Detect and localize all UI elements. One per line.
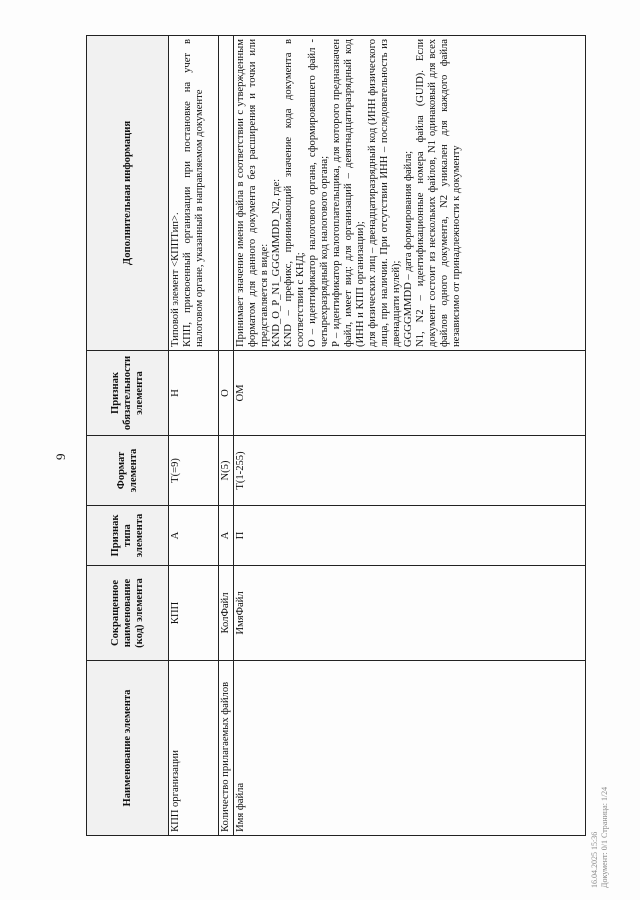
cell-code: КПП (169, 566, 219, 661)
info-line: N1, N2 – идентификационные номера файла (GUID). Если документ состоит из нескольких файлов, N1 одинаковый для всех файлов одного документа, N2 уникален для каждого файла независимо от принадлежности к документу (415, 39, 462, 347)
header-name: Наименование элемента (87, 661, 169, 836)
info-line: GGGGMMDD – дата формирования файла; (403, 150, 414, 347)
cell-info (169, 36, 219, 351)
cell-info (219, 36, 234, 351)
print-stamp (590, 787, 610, 888)
table-row (169, 36, 219, 836)
header-type: Признак типа элемента (87, 506, 169, 566)
table-row (219, 36, 234, 836)
cell-name: Количество прилагаемых файлов (219, 661, 234, 836)
cell-format: N(5) (219, 436, 234, 506)
header-info: Дополнительная информация (87, 36, 169, 351)
info-line: Принимает значение имени файла в соответствии с утвержденным форматом для данного документа без расширения и точки или представляется в виде: (235, 39, 270, 347)
info-line: для физических лиц – двенадцатиразрядный код (ИНН физического лица, при наличии. При отсутствии ИНН – последовательность из двенадцати нулей); (367, 39, 402, 347)
cell-required: Н (169, 351, 219, 436)
cell-info (234, 36, 586, 351)
cell-name: Имя файла (234, 661, 586, 836)
cell-code: КолФайл (219, 566, 234, 661)
cell-required: О (219, 351, 234, 436)
cell-type: А (169, 506, 219, 566)
info-line: KND – префикс, принимающий значение кода документа в соответствии с КНД; (283, 39, 306, 347)
cell-required: ОМ (234, 351, 586, 436)
table-header-row (87, 36, 169, 836)
cell-format: T(1-255) (234, 436, 586, 506)
cell-format: T(=9) (169, 436, 219, 506)
header-format: Формат элемента (87, 436, 169, 506)
page-number: 9 (53, 453, 68, 460)
info-line: P – идентификатор налогоплательщика, для которого предназначен файл, имеет вид: для организаций – девятнадцатиразрядный код (ИНН и КПП организации); (331, 39, 366, 347)
info-line: КПП, присвоенный организации при постановке на учет в налоговом органе, указанный в направляемом документе (182, 39, 205, 347)
header-code: Сокращенное наименование (код) элемента (87, 566, 169, 661)
header-required: Признак обязательности элемента (87, 351, 169, 436)
stamp-line: Документ: 0/1 Страница: 1/24 (600, 786, 609, 888)
info-line: KND_O_P_N1_GGGMMDD_N2, где: (271, 178, 282, 347)
stamp-line: 16.04.2025 15:36 (590, 831, 599, 888)
cell-name: КПП организации (169, 661, 219, 836)
cell-code: ИмяФайл (234, 566, 586, 661)
info-line: O – идентификатор налогового органа, сформировавшего файл - четырехразрядный код налогового органа; (307, 39, 330, 347)
info-line: Типовой элемент <КППТип>. (170, 212, 181, 347)
cell-type: А (219, 506, 234, 566)
cell-type: П (234, 506, 586, 566)
elements-table (86, 35, 586, 836)
table-row (234, 36, 586, 836)
